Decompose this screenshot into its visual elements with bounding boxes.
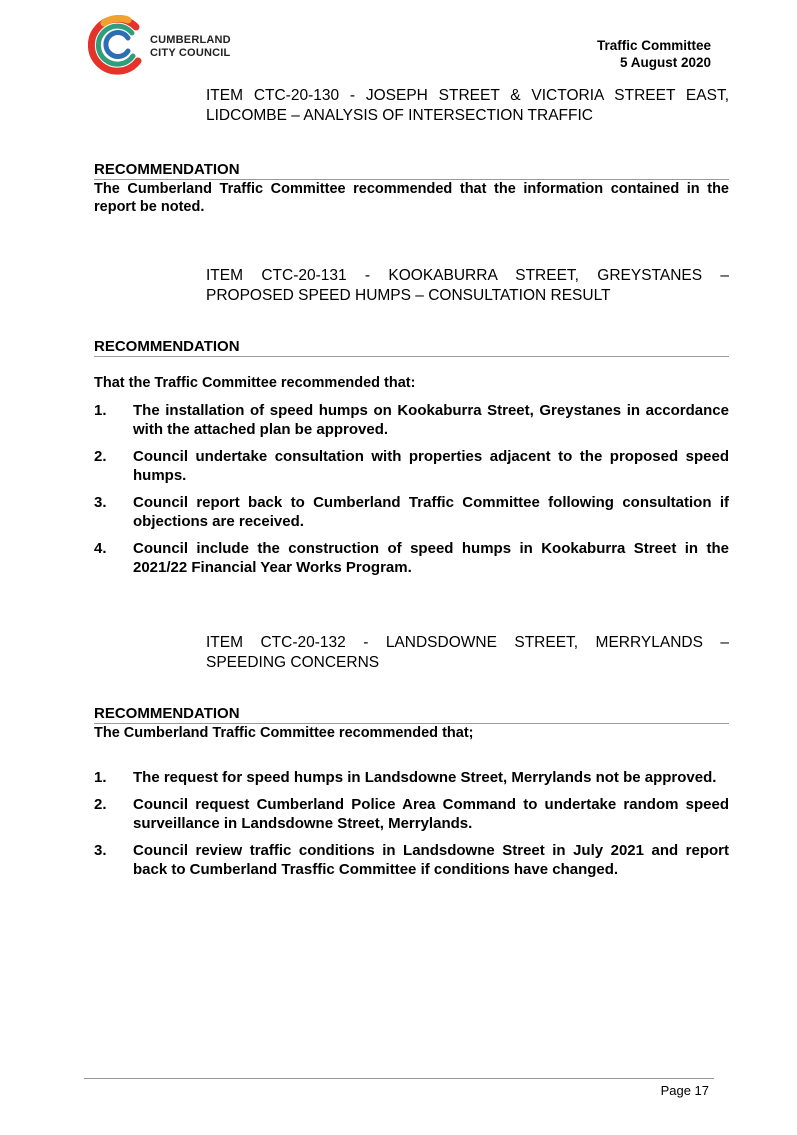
list-item (94, 539, 729, 577)
list-number: 3. (94, 494, 107, 511)
recommendation-list (94, 401, 729, 577)
committee-name: Traffic Committee (596, 38, 711, 53)
list-text: Council report back to Cumberland Traffic Committee following consultation if objections are received. (133, 494, 729, 530)
footer-divider (84, 1078, 714, 1079)
list-text: Council review traffic conditions in Landsdowne Street in July 2021 and report back to Cumberland Trasffic Committee if conditions have changed. (133, 842, 729, 878)
page-number: Page 17 (660, 1083, 709, 1098)
meeting-date: 5 August 2020 (619, 55, 711, 70)
recommendation-intro: The Cumberland Traffic Committee recommended that; (94, 725, 474, 741)
item-title: ITEM CTC-20-132 - LANDSDOWNE STREET, MERRYLANDS – SPEEDING CONCERNS (206, 634, 729, 671)
list-number: 1. (94, 402, 107, 419)
item-ctc-20-131 (94, 266, 729, 577)
recommendation-text: The Cumberland Traffic Committee recommended that the information contained in the report be noted. (94, 181, 729, 215)
cumberland-logo-icon (88, 15, 148, 75)
recommendation-heading: RECOMMENDATION (94, 161, 729, 180)
list-text: Council undertake consultation with properties adjacent to the proposed speed humps. (133, 448, 729, 484)
list-item (94, 447, 729, 485)
recommendation-heading: RECOMMENDATION (94, 705, 729, 724)
list-text: The installation of speed humps on Kookaburra Street, Greystanes in accordance with the attached plan be approved. (133, 402, 729, 438)
list-number: 4. (94, 540, 107, 557)
header-meta (597, 37, 711, 71)
logo-text (150, 34, 231, 60)
list-text: Council include the construction of speed humps in Kookaburra Street in the 2021/22 Financial Year Works Program. (133, 540, 729, 576)
list-number: 2. (94, 448, 107, 465)
recommendation-intro: That the Traffic Committee recommended that: (94, 375, 416, 391)
logo-line-1: CUMBERLAND (150, 34, 231, 46)
item-ctc-20-132 (94, 633, 729, 879)
list-item (94, 841, 729, 879)
list-text: The request for speed humps in Landsdowne Street, Merrylands not be approved. (133, 769, 717, 786)
recommendation-heading: RECOMMENDATION (94, 338, 729, 357)
list-number: 2. (94, 796, 107, 813)
main-content (94, 86, 729, 879)
list-item (94, 768, 729, 787)
item-title: ITEM CTC-20-131 - KOOKABURRA STREET, GREYSTANES – PROPOSED SPEED HUMPS – CONSULTATION RESULT (206, 267, 729, 304)
recommendation-list (94, 768, 729, 879)
logo-line-2: CITY COUNCIL (150, 47, 231, 59)
list-item (94, 795, 729, 833)
item-title: ITEM CTC-20-130 - JOSEPH STREET & VICTORIA STREET EAST, LIDCOMBE – ANALYSIS OF INTERSECTION TRAFFIC (206, 87, 729, 124)
list-number: 3. (94, 842, 107, 859)
list-item (94, 401, 729, 439)
list-text: Council request Cumberland Police Area Command to undertake random speed surveillance in Landsdowne Street, Merrylands. (133, 796, 729, 832)
item-ctc-20-130 (94, 86, 729, 216)
list-number: 1. (94, 769, 107, 786)
list-item (94, 493, 729, 531)
